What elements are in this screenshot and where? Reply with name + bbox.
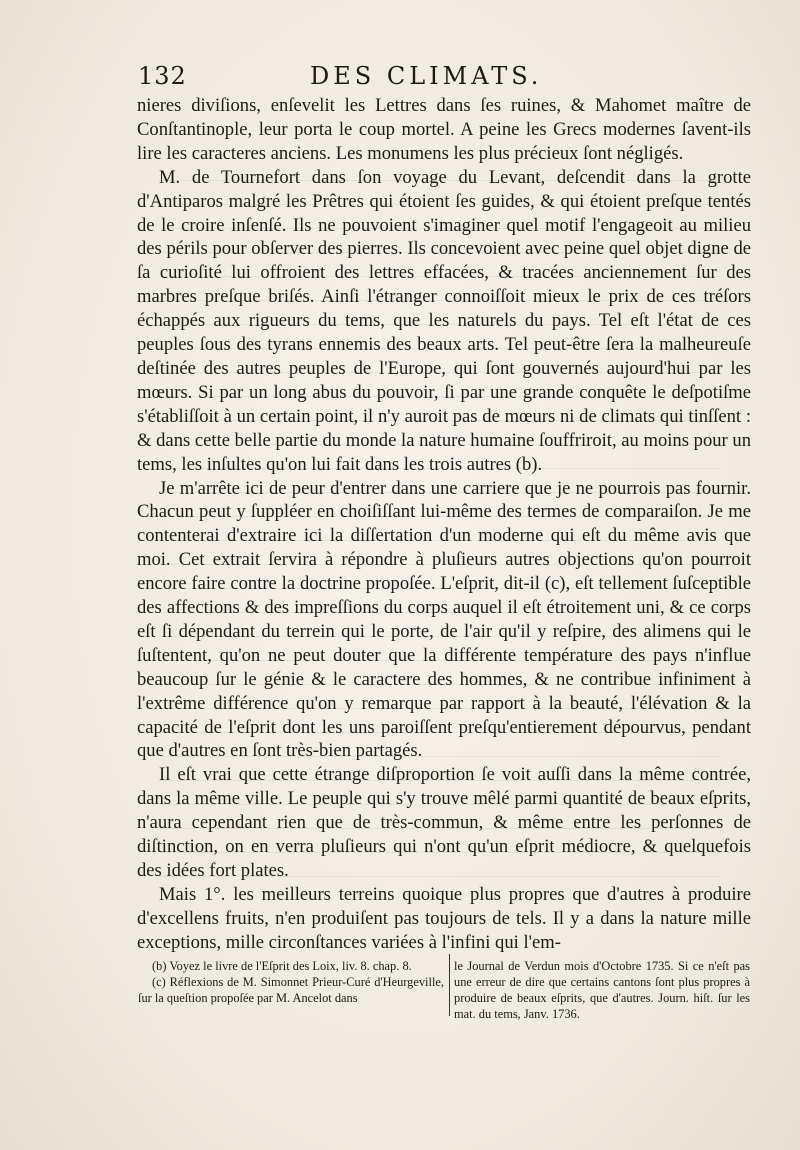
footnote-continuation: le Journal de Verdun mois d'Octobre 1735. Si ce n'eſt pas une erreur de dire que certains cantons ſont plus propres à produire de beaux eſprits, que d'autres. Journ. hiſt. ſur les mat. du tems, Janv. 1736. xyxy=(454,959,750,1021)
footnotes xyxy=(138,958,750,1068)
footnote-column-right xyxy=(454,958,750,1022)
footnote: (b) Voyez le livre de l'Eſprit des Loix, liv. 8. chap. 8. xyxy=(152,959,412,973)
paragraph: Je m'arrête ici de peur d'entrer dans une carriere que je ne pourrois pas fournir. Chacun peut y ſuppléer en choiſiſſant lui-même des termes de comparaiſon. Je me contenterai d'extraire ici la diſſertation d'un moderne qui eſt du même avis que moi. Cet extrait ſervira à répondre à pluſieurs autres objections qu'on pourroit encore faire contre la doctrine propoſée. L'eſprit, dit-il (c), eſt tellement ſuſceptible des affections & des impreſſions du corps auquel il eſt étroitement uni, & ce corps eſt ſi dépendant du terrein qui le porte, de l'air qu'il y reſpire, des alimens qui le ſuſtentent, qu'on ne peut douter que la différente température des pays n'influe beaucoup ſur le génie & le caractere des hommes, & ne contribue infiniment à l'extrême différence qu'on y remarque par rapport à la beauté, l'élévation & la capacité de l'eſprit dont les uns paroiſſent preſqu'entierement dépourvus, pendant que d'autres en ſont très-bien partagés. xyxy=(137,477,751,762)
footnote: (c) Réflexions de M. Simonnet Prieur-Curé d'Heurgeville, ſur la queſtion propoſée par M. Ancelot dans xyxy=(138,975,444,1005)
footnote-column-left xyxy=(138,958,444,1006)
paragraph: M. de Tournefort dans ſon voyage du Levant, deſcendit dans la grotte d'Antiparos malgré les Prêtres qui étoient ſes guides, & qui étoient preſque tentés de le croire inſenſé. Ils ne pouvoient s'imaginer quel motif l'engageoit au milieu des périls pour obſerver des pierres. Ils concevoient avec peine quel objet digne de ſa curioſité lui offroient des lettres effacées, & tracées anciennement ſur des marbres preſque briſés. Ainſi l'étranger connoiſſoit mieux le prix de ces tréſors échappés aux rigueurs du tems, que les naturels du pays. Tel eſt l'état de ces peuples ſous des tyrans ennemis des beaux arts. Tel peut-être ſera la malheureuſe deſtinée des autres peuples de l'Europe, qui ſont gouvernés aujourd'hui par les mœurs. Si par un long abus du pouvoir, ſi par une grande conquête le deſpotiſme s'établiſſoit à un certain point, il n'y auroit pas de mœurs ni de climats qui tinſſent : & dans cette belle partie du monde la nature humaine ſouffriroit, au moins pour un tems, les inſultes qu'on lui fait dans les trois autres (b). xyxy=(137,166,751,475)
page-header xyxy=(138,62,758,94)
page-number: 132 xyxy=(138,62,187,90)
paragraph: Il eſt vrai que cette étrange diſproportion ſe voit auſſi dans la même contrée, dans la même ville. Le peuple qui s'y trouve mêlé parmi quantité de beaux eſprits, n'aura cependant rien que de très-commun, & même entre les perſonnes de diſtinction, on en verra pluſieurs qui n'ont qu'un eſprit médiocre, & quelquefois des idées fort plates. xyxy=(137,764,751,881)
footnote-column-rule xyxy=(449,954,450,1016)
paragraph: nieres diviſions, enſevelit les Lettres dans ſes ruines, & Mahomet maître de Conſtantinople, leur porta le coup mortel. A peine les Grecs modernes ſavent-ils lire les caracteres anciens. Les monumens les plus précieux ſont négligés. xyxy=(137,95,751,164)
running-title: DES CLIMATS. xyxy=(310,62,543,90)
paragraph: Mais 1°. les meilleurs terreins quoique plus propres que d'autres à produire d'excellens fruits, n'en produiſent pas toujours de tels. Il y a dans la nature mille exceptions, mille circonſtances variées à l'infini qui l'em- xyxy=(137,883,751,953)
main-text xyxy=(137,94,751,955)
